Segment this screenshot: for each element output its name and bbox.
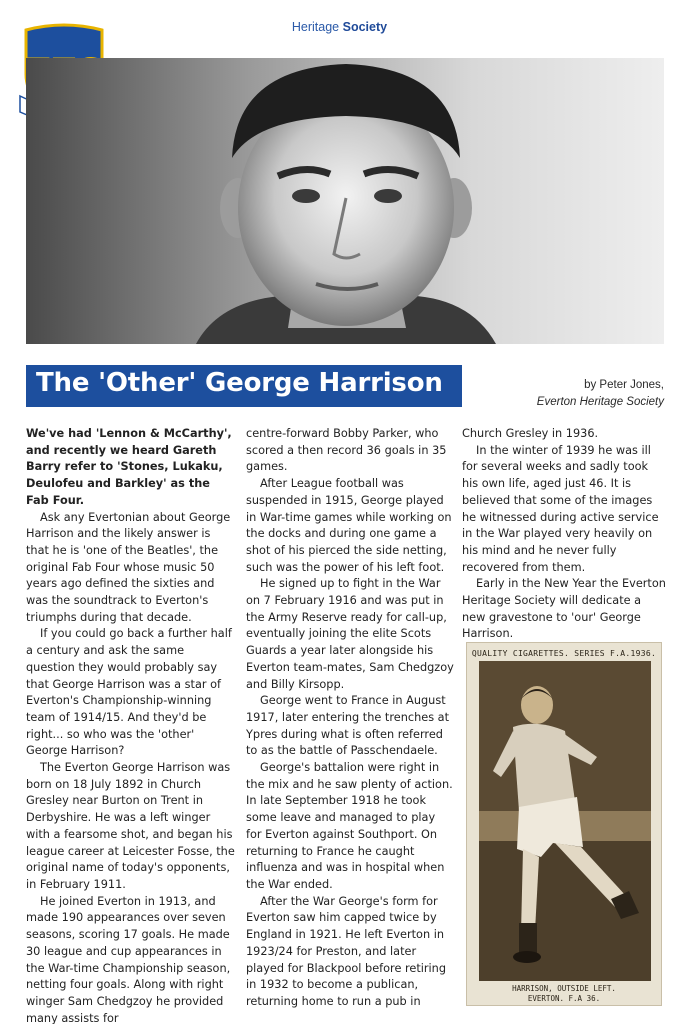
- portrait-illustration: [26, 58, 664, 344]
- article-column-3: [462, 426, 666, 643]
- article-paragraph: In the winter of 1939 he was ill for several weeks and sadly took his own life, aged just 46. It is believed that some of the images he witnessed during active service in the War played very heavily on his mind and he never fully recovered from them.: [462, 443, 659, 574]
- article-title-bar: [26, 365, 462, 407]
- section-header-part2: Society: [342, 20, 388, 34]
- byline-organisation: Everton Heritage Society: [536, 396, 664, 408]
- byline: [537, 377, 664, 411]
- article-paragraph: If you could go back a further half a century and ask the same question they would probably say that George Harrison was a star of Everton's Championship-winning team of 1914/15. And they'd be right... so who was the 'other' George Harrison?: [26, 627, 232, 758]
- article-paragraph: After League football was suspended in 1915, George played in War-time games while working on the docks and during one game a shot of his pierced the side netting, such was the power of his left foot.: [246, 477, 452, 574]
- article-paragraph: George went to France in August 1917, later entering the trenches at Ypres during what is often referred to as the battle of Passchendaele.: [246, 694, 450, 758]
- article-paragraph: Early in the New Year the Everton Heritage Society will dedicate a new gravestone to 'our' George Harrison.: [462, 577, 666, 641]
- article-paragraph: Church Gresley in 1936.: [462, 427, 599, 440]
- article-title: The 'Other' George Harrison: [36, 368, 443, 398]
- article-paragraph: After the War George's form for Everton saw him capped twice by England in 1921. He left Everton in 1923/24 for Preston, and later played for Blackpool before retiring in 1932 to become a publican, returning home to run a pub in: [246, 894, 447, 1008]
- cigarette-card: [466, 642, 662, 1006]
- article-column-1: [26, 426, 236, 1024]
- article-paragraph: He joined Everton in 1913, and made 190 appearances over seven seasons, scoring 17 goals. He made 30 league and cup appearances in the War-time Championship season, netting four goals. Along with right winger Sam Chedgzoy he provided many assists for: [26, 894, 231, 1024]
- article-paragraph: The Everton George Harrison was born on 18 July 1892 in Church Gresley near Burton on Trent in Derbyshire. He was a left winger with a fearsome shot, and began his league career at Leicester Fosse, the original name of today's opponents, in February 1911.: [26, 761, 235, 891]
- article-paragraph: He signed up to fight in the War on 7 February 1916 and was put in the Army Reserve ready for call-up, eventually joining the elite Scots Guards a year later alongside his Everton team-mates, Sam Chedgzoy and Billy Kirsopp.: [246, 577, 454, 691]
- card-caption-club: EVERTON. F.A 36.: [527, 994, 601, 1003]
- article-column-2: [246, 426, 454, 1011]
- card-series-label: QUALITY CIGARETTES. SERIES F.A.1936.: [471, 649, 657, 658]
- card-player-illustration: [479, 661, 651, 981]
- byline-author: by Peter Jones,: [584, 379, 664, 391]
- article-lead-paragraph: We've had 'Lennon & McCarthy', and recently we heard Gareth Barry refer to 'Stones, Lukaku, Deulofeu and Barkley' as the Fab Four.: [26, 427, 232, 507]
- portrait-photo: [26, 58, 664, 344]
- article-paragraph: Ask any Evertonian about George Harrison and the likely answer is that he is 'one of the Beatles', the original Fab Four whose music 50 years ago defined the sixties and was the soundtrack to Everton's triumphs during that decade.: [26, 510, 231, 624]
- article-paragraph: centre-forward Bobby Parker, who scored a then record 36 goals in 35 games.: [246, 427, 447, 474]
- card-player-photo: [479, 661, 651, 981]
- section-header-part1: Heritage: [291, 20, 340, 34]
- article-paragraph: George's battalion were right in the mix and he saw plenty of action. In late September 1918 he took some leave and managed to play for Everton against Southport. On returning to France he caught influenza and was in hospital when the War ended.: [246, 761, 453, 891]
- card-caption-name: HARRISON, OUTSIDE LEFT.: [512, 984, 616, 993]
